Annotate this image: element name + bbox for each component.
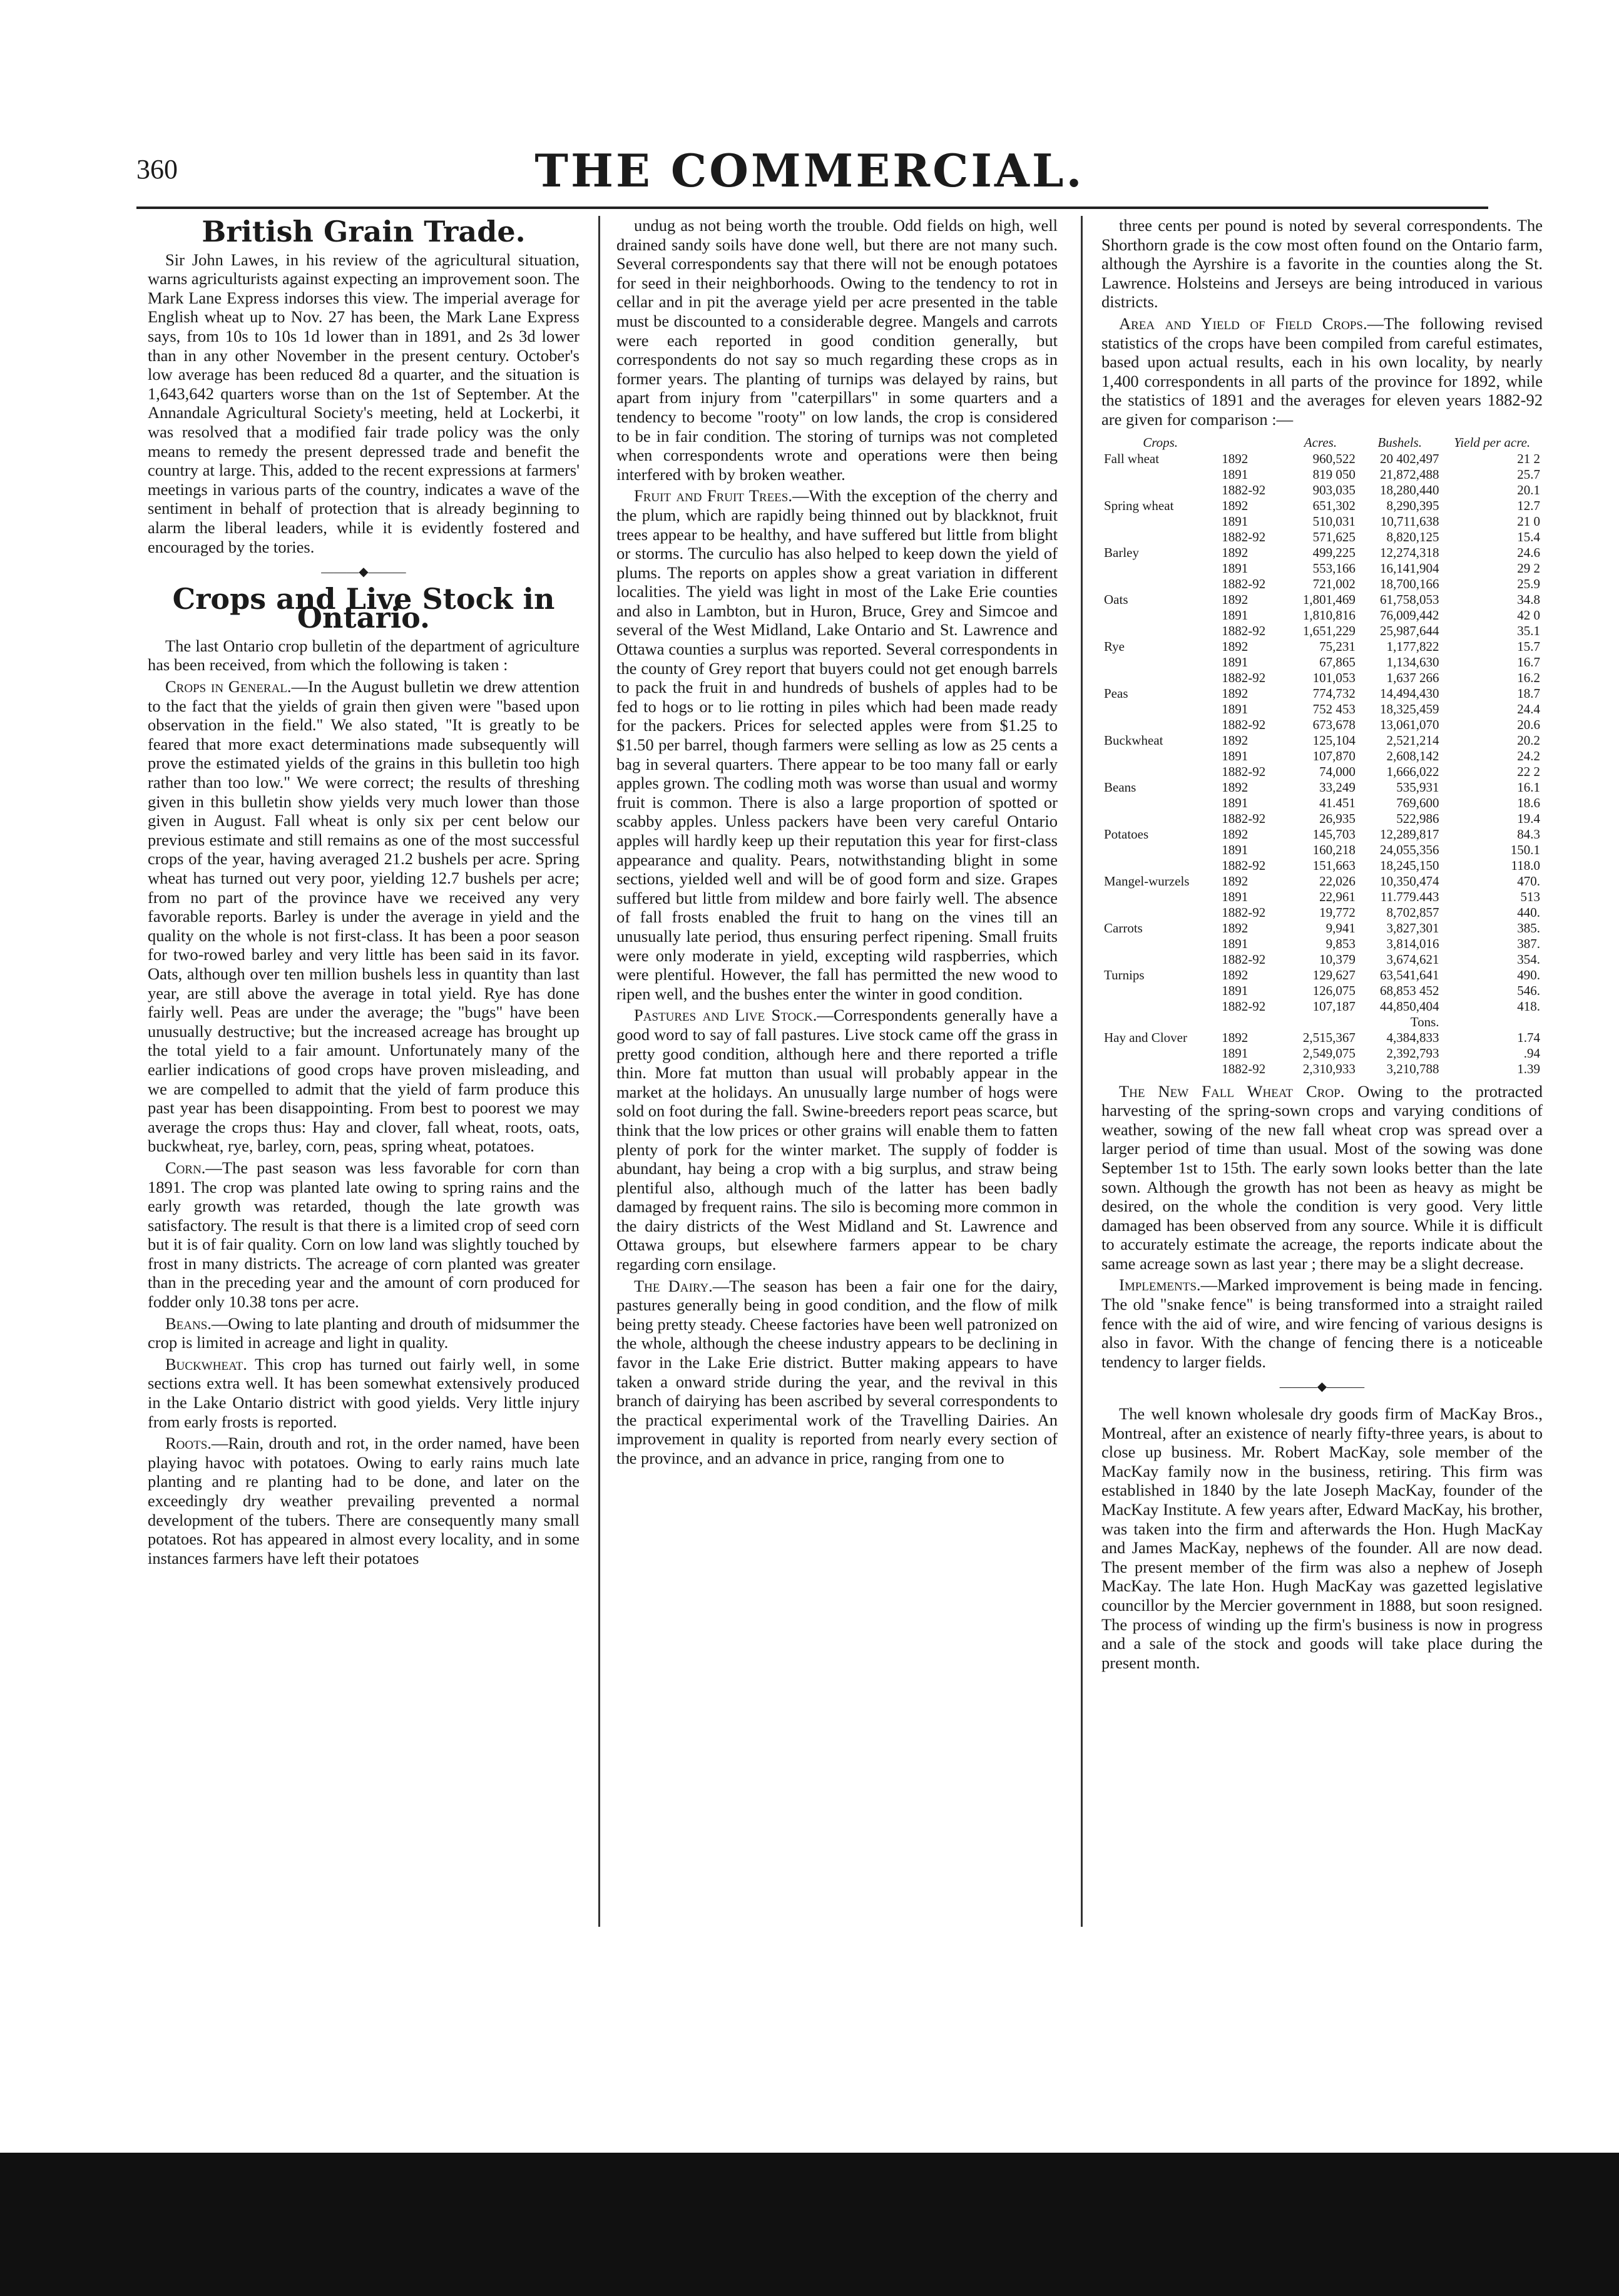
table-cell-year: 1892 (1222, 732, 1249, 748)
table-cell-yield: 513 (1520, 889, 1540, 904)
table-cell-yield: 16.2 (1517, 670, 1540, 685)
table-cell-acres: 33,249 (1319, 779, 1356, 795)
table-row (1101, 482, 1543, 498)
table-cell-bushels: 522,986 (1396, 810, 1439, 826)
table-cell-acres: 125,104 (1312, 732, 1356, 748)
table-row (1101, 889, 1543, 905)
table-cell-yield: 1.74 (1517, 1029, 1540, 1045)
table-cell-year: 1882-92 (1222, 529, 1266, 544)
table-cell-crop: Carrots (1104, 920, 1143, 936)
separator-ornament: ———◆——— (1279, 1380, 1365, 1394)
table-cell-yield: .94 (1523, 1045, 1540, 1061)
table-cell-yield: 490. (1517, 967, 1540, 982)
table-cell-yield: 19.4 (1517, 810, 1540, 826)
table-cell-acres: 774,732 (1312, 685, 1356, 701)
table-cell-acres: 107,870 (1312, 748, 1356, 763)
column-rule-2 (1081, 216, 1083, 1927)
paragraph-body: This crop has turned out fairly well, in some sections extra well. It has been somewhat extensively produced in the Lake Ontario district with good yields. Very little injury from early frosts is reported. (148, 1354, 580, 1431)
table-cell-yield: 21 0 (1517, 513, 1540, 529)
table-cell-yield: 25.9 (1517, 576, 1540, 591)
table-cell-acres: 75,231 (1319, 638, 1356, 654)
table-cell-yield: 440. (1517, 904, 1540, 920)
table-cell-acres: 651,302 (1312, 497, 1356, 513)
paragraph-lead: Implements. (1119, 1275, 1201, 1295)
table-cell-acres: 721,002 (1312, 576, 1356, 591)
column-3 (1101, 216, 1543, 1927)
table-cell-crop (1101, 623, 1219, 639)
table-cell-crop (1101, 1014, 1219, 1030)
table-row (1101, 983, 1543, 999)
table-cell-acres: 1,801,469 (1302, 591, 1356, 607)
table-cell-bushels: 769,600 (1396, 795, 1439, 810)
table-cell-bushels: 10,350,474 (1380, 873, 1439, 889)
table-cell-crop (1101, 467, 1219, 482)
page-number: 360 (136, 154, 178, 185)
table-cell-bushels: 1,637 266 (1386, 670, 1439, 685)
table-cell-year: 1892 (1222, 544, 1249, 560)
table-cell-year: 1882-92 (1222, 1061, 1266, 1076)
table-cell-acres: 74,000 (1319, 763, 1356, 779)
paragraph (616, 1277, 1058, 1468)
table-cell-crop (1101, 717, 1219, 733)
table-cell-crop: Hay and Clover (1104, 1029, 1187, 1045)
table-cell-bushels: 14,494,430 (1380, 685, 1439, 701)
table-cell-crop: Potatoes (1104, 826, 1149, 842)
table-cell-yield: 150.1 (1510, 842, 1540, 857)
table-row (1101, 999, 1543, 1014)
table-cell-year: 1891 (1222, 982, 1249, 998)
table-cell-year: 1882-92 (1222, 810, 1266, 826)
table-cell-yield: 15.7 (1517, 638, 1540, 654)
table-cell-bushels: 76,009,442 (1380, 607, 1439, 623)
table-cell-acres: 2,310,933 (1302, 1061, 1356, 1076)
table-header-row (1101, 434, 1543, 451)
table-cell-acres: 1,651,229 (1302, 623, 1356, 638)
table-cell-yield: 22 2 (1517, 763, 1540, 779)
table-cell-bushels: 1,666,022 (1386, 763, 1439, 779)
table-row (1101, 780, 1543, 795)
table-cell-year: 1891 (1222, 889, 1249, 904)
paragraph (1101, 1082, 1543, 1273)
table-cell-year: 1882-92 (1222, 904, 1266, 920)
table-cell-bushels: 2,521,214 (1386, 732, 1439, 748)
table-cell-crop: Oats (1104, 591, 1128, 607)
paragraph-body: —The season has been a fair one for the dairy, pastures generally being in good condition, and the flow of milk being pretty steady. Cheese factories have been well patronized on the whole, although the cheese industry appears to be declining in favor in the Lake Erie district. Butter making appears to have taken a onward stride during the year, and the revival in this branch of dairying has been ascribed by several correspondents to the practical experimental work of the Travelling Dairies. An improvement in quality is reported from nearly every section of the province, and an advance in price, ranging from one to (616, 1276, 1058, 1467)
table-cell-year (1219, 1014, 1283, 1030)
table-cell-crop (1101, 514, 1219, 529)
table-cell-bushels: 2,392,793 (1386, 1045, 1439, 1061)
table-row (1101, 639, 1543, 655)
table-row (1101, 874, 1543, 889)
separator-ornament: ———◆——— (321, 565, 406, 579)
table-row (1101, 655, 1543, 670)
table-cell-year: 1882-92 (1222, 998, 1266, 1014)
table-cell-yield: 418. (1517, 998, 1540, 1014)
table-cell-acres: 9,941 (1325, 920, 1356, 936)
table-cell-crop: Buckwheat (1104, 732, 1163, 748)
table-cell-crop (1101, 952, 1219, 967)
table-cell-bushels: 11.779.443 (1380, 889, 1439, 904)
paragraph (148, 1355, 580, 1431)
table-cell-acres: 9,853 (1325, 936, 1356, 951)
paragraph-lead: Crops in General. (165, 677, 292, 696)
table-cell-acres: 107,187 (1312, 998, 1356, 1014)
table-cell-bushels: 25,987,644 (1380, 623, 1439, 638)
table-cell-acres: 960,522 (1312, 451, 1356, 466)
paragraph: Sir John Lawes, in his review of the agricultural situation, warns agriculturists against expecting an improvement soon. The Mark Lane Express indorses this view. The imperial average for English wheat up to Nov. 27 has been, the Mark Lane Express says, from 10s to 10s 1d lower than in 1891, and 2s 3d lower than in any other November in the present century. October's low average has been reduced 8d a quarter, and the situation is 1,643,642 quarters worse than on the 1st of September. At the Annandale Agricultural Society's meeting, held at Lockerbi, it was resolved that a modified fair trade policy was the only means to remedy the present depressed trade and benefit the country at large. This, added to the recent expressions at farmers' meetings in various parts of the country, indicates a wave of the sentiment in behalf of protection that is already beginning to alarm the liberal leaders, while it is evidently fostered and encouraged by the tories. (148, 250, 580, 556)
table-row (1101, 498, 1543, 514)
table-cell-bushels: 44,850,404 (1380, 998, 1439, 1014)
column-rule-1 (598, 216, 600, 1927)
table-cell-bushels: 10,711,638 (1380, 513, 1439, 529)
table-cell-bushels: 24,055,356 (1380, 842, 1439, 857)
table-cell-crop (1101, 999, 1219, 1014)
table-cell-yield: 546. (1517, 982, 1540, 998)
table-cell-acres: 2,549,075 (1302, 1045, 1356, 1061)
table-cell-yield: 16.7 (1517, 654, 1540, 670)
table-cell-acres (1283, 1014, 1358, 1030)
table-cell-yield: 387. (1517, 936, 1540, 951)
table-row (1101, 842, 1543, 858)
table-row (1101, 592, 1543, 608)
table-cell-acres: 1,810,816 (1302, 607, 1356, 623)
table-cell-yield: 29 2 (1517, 560, 1540, 576)
table-cell-crop (1101, 889, 1219, 905)
table-cell-yield: 42 0 (1517, 607, 1540, 623)
table-cell-yield: 20.1 (1517, 482, 1540, 497)
table-cell-acres: 510,031 (1312, 513, 1356, 529)
table-cell-yield: 21 2 (1517, 451, 1540, 466)
table-row (1101, 748, 1543, 764)
paragraph (148, 1314, 580, 1352)
paragraph-lead: Area and Yield of Field Crops. (1119, 314, 1367, 333)
table-cell-year: 1892 (1222, 451, 1249, 466)
table-cell-year: 1891 (1222, 466, 1249, 482)
column-header: Bushels. (1377, 434, 1422, 450)
table-cell-acres: 499,225 (1312, 544, 1356, 560)
table-cell-acres: 10,379 (1319, 951, 1356, 967)
table-cell-yield: 385. (1517, 920, 1540, 936)
paragraph-lead: Fruit and Fruit Trees. (634, 486, 792, 506)
table-cell-bushels: 3,814,016 (1386, 936, 1439, 951)
table-cell-crop (1101, 764, 1219, 780)
table-row (1101, 545, 1543, 561)
table-cell-acres: 22,961 (1319, 889, 1356, 904)
table-cell-yield: 84.3 (1517, 826, 1540, 842)
paragraph-lead: The New Fall Wheat Crop. (1119, 1081, 1345, 1101)
table-cell-acres: 129,627 (1312, 967, 1356, 982)
masthead: THE COMMERCIAL. (534, 144, 1085, 197)
table-row (1101, 702, 1543, 717)
paragraph-body: —The past season was less favorable for corn than 1891. The crop was planted late owing to spring rains and the early growth was retarded, though the late growth was satisfactory. The result is that there is a limited crop of seed corn but it is of fair quality. Corn on low land was slightly touched by frost in many districts. The acreage of corn planted was greater than in the preceding year and the amount of corn produced for fodder only 10.38 tons per acre. (148, 1158, 580, 1312)
table-cell-year: 1892 (1222, 497, 1249, 513)
table-cell-yield: 35.1 (1517, 623, 1540, 638)
table-cell-yield: 20.2 (1517, 732, 1540, 748)
table-cell-acres: 67,865 (1319, 654, 1356, 670)
header-rule (136, 207, 1488, 209)
article-title-crops-ontario: Crops and Live Stock in Ontario. (172, 581, 555, 635)
table-cell-acres: 26,935 (1319, 810, 1356, 826)
table-cell-yield: 12.7 (1517, 497, 1540, 513)
paragraph (1101, 1275, 1543, 1371)
table-row (1101, 561, 1543, 576)
table-cell-bushels: 1,177,822 (1386, 638, 1439, 654)
table-row (1101, 1014, 1543, 1030)
table-cell-year: 1892 (1222, 638, 1249, 654)
paragraph (616, 486, 1058, 1003)
table-cell-crop (1101, 795, 1219, 811)
table-cell-yield: 18.7 (1517, 685, 1540, 701)
table-row (1101, 686, 1543, 702)
table-body (1101, 451, 1543, 1077)
paragraph (148, 677, 580, 1156)
paragraph-lead: Corn. (165, 1158, 206, 1177)
table-cell-crop: Spring wheat (1104, 497, 1174, 513)
table-cell-bushels: 18,700,166 (1380, 576, 1439, 591)
table-row (1101, 717, 1543, 733)
table-cell-year: 1892 (1222, 826, 1249, 842)
table-row (1101, 451, 1543, 467)
table-row (1101, 670, 1543, 686)
table-cell-yield: 118.0 (1511, 857, 1540, 873)
table-cell-bushels: 16,141,904 (1380, 560, 1439, 576)
table-cell-crop: Barley (1104, 544, 1139, 560)
table-cell-crop: Turnips (1104, 967, 1145, 982)
table-cell-crop (1101, 670, 1219, 686)
table-cell-crop (1101, 702, 1219, 717)
crop-statistics-table (1101, 434, 1543, 1077)
table-cell-crop: Beans (1104, 779, 1136, 795)
table-cell-year: 1892 (1222, 967, 1249, 982)
table-row (1101, 967, 1543, 983)
column-header: Acres. (1304, 434, 1337, 450)
table-cell-bushels: 4,384,833 (1386, 1029, 1439, 1045)
table-cell-year: 1891 (1222, 842, 1249, 857)
table-cell-crop (1101, 1061, 1219, 1077)
table-cell-year: 1882-92 (1222, 482, 1266, 497)
paragraph (616, 1006, 1058, 1273)
table-cell-year: 1892 (1222, 685, 1249, 701)
table-row (1101, 1061, 1543, 1077)
table-cell-acres: 673,678 (1312, 717, 1356, 732)
table-cell-crop (1101, 561, 1219, 576)
paragraph-body: —With the exception of the cherry and the plum, which are rapidly being thinned out by blackknot, fruit trees appear to be healthy, and have suffered but little from blight or storms. The curculio has also helped to keep down the yield of plums. The reports on apples show a great variation in different localities. The yield was light in most of the Lake Erie counties and also in Lambton, but in Huron, Bruce, Grey and Simcoe and several of the West Midland, Lake Ontario and St. Lawrence and Ottawa counties a surplus was reported. Several correspondents in the county of Grey report that buyers could not get enough barrels to pack the fruit in and hundreds of bushels of apples had to be fed to hogs or to lie rotting in piles which had been made ready for the packers. Prices for selected apples were from $1.25 to $1.50 per barrel, though farmers were selling as low as 25 cents a bag in several quarters. There appear to be too many fall or early apples grown. The codling moth was worse than usual and wormy fruit is common. There is also a large proportion of spotted or scabby apples. Unless packers have been very careful Ontario apples will hardly keep up their reputation this year for first-class appearance and quality. Pears, notwithstanding blight in some sections, yielded well and will be of good form and size. Grapes suffered but little from mildew and bore fairly well. The absence of fall frosts enabled the fruit to hang on the vines till an unusually late period, thus ensuring perfect ripening. Small fruits were only moderate in yield, excepting wild raspberries, which were plentiful. However, the fall has permitted the new wood to ripen well, and the bushes enter the winter in good condition. (616, 486, 1058, 1003)
table-row (1101, 467, 1543, 482)
paragraph-lead: The Dairy. (634, 1276, 713, 1295)
table-cell-bushels: 12,274,318 (1380, 544, 1439, 560)
table-cell-yield: 24.6 (1517, 544, 1540, 560)
table-row (1101, 733, 1543, 748)
table-cell-bushels: 68,853 452 (1380, 982, 1439, 998)
table-row (1101, 764, 1543, 780)
table-cell-acres: 752 453 (1312, 701, 1356, 717)
table-cell-year: 1891 (1222, 560, 1249, 576)
table-cell-crop (1101, 983, 1219, 999)
paragraph-body: —Rain, drouth and rot, in the order named, have been playing havoc with potatoes. Owing to early rains much late planting and re planting had to be done, and later on the exceedingly dry weather prevailing prevented a normal development of the tubers. There are consequently many small potatoes. Rot has appeared in almost every locality, and in some instances farmers have left their potatoes (148, 1434, 580, 1568)
table-cell-bushels: 18,280,440 (1380, 482, 1439, 497)
column-2 (616, 216, 1058, 1927)
table-row (1101, 921, 1543, 936)
table-row (1101, 1046, 1543, 1061)
table-cell-yield: 24.4 (1517, 701, 1540, 717)
paragraph-lead: Pastures and Live Stock. (634, 1006, 817, 1025)
table-cell-year: 1892 (1222, 779, 1249, 795)
paragraph: undug as not being worth the trouble. Odd fields on high, well drained sandy soils have done well, but there are not many such. Several correspondents say that there will not be enough potatoes for seed in their neighborhoods. Owing to the tendency to rot in cellar and in pit the average yield per acre presented in the table must be discounted to a considerable degree. Mangels and carrots were each reported in good condition generally, but correspondents do not say so much regarding these crops as in former years. The planting of turnips was delayed by rains, but apart from injury from "caterpillars" in some quarters and a tendency to become "rooty" on low lands, the crop is considered to be in fair condition. The storing of turnips was not completed when correspondents wrote and operations were then being interfered with by broken weather. (616, 216, 1058, 484)
table-row (1101, 795, 1543, 811)
table-cell-bushels: Tons. (1410, 1014, 1439, 1029)
table-cell-bushels: 3,827,301 (1386, 920, 1439, 936)
table-cell-year: 1882-92 (1222, 951, 1266, 967)
table-cell-bushels: 8,820,125 (1386, 529, 1439, 544)
table-cell-yield: 18.6 (1517, 795, 1540, 810)
table-cell-yield: 354. (1517, 951, 1540, 967)
table-cell-year: 1891 (1222, 654, 1249, 670)
paragraph-body: —Marked improvement is being made in fencing. The old "snake fence" is being transformed into a straight railed fence with the aid of wire, and wire fencing of various designs is also in favor. With the change of fencing there is a noticeable tendency to larger fields. (1101, 1275, 1543, 1371)
table-cell-acres: 126,075 (1312, 982, 1356, 998)
table-row (1101, 608, 1543, 623)
table-row (1101, 529, 1543, 545)
table-cell-acres: 160,218 (1312, 842, 1356, 857)
table-cell-crop (1101, 842, 1219, 858)
table-cell-year: 1882-92 (1222, 857, 1266, 873)
table-row (1101, 936, 1543, 952)
column-header (1219, 434, 1283, 451)
paragraph-body: —Owing to late planting and drouth of midsummer the crop is limited in acreage and light in quality. (148, 1314, 580, 1352)
table-cell-crop (1101, 482, 1219, 498)
table-cell-crop: Rye (1104, 638, 1125, 654)
table-cell-crop: Peas (1104, 685, 1128, 701)
table-cell-crop (1101, 608, 1219, 623)
table-cell-acres: 101,053 (1312, 670, 1356, 685)
table-cell-crop (1101, 858, 1219, 874)
table-cell-year: 1891 (1222, 1045, 1249, 1061)
table-cell-year: 1882-92 (1222, 763, 1266, 779)
table-cell-crop (1101, 748, 1219, 764)
table-row (1101, 1030, 1543, 1046)
table-cell-crop (1101, 529, 1219, 545)
table-cell-bushels: 63,541,641 (1380, 967, 1439, 982)
paragraph: three cents per pound is noted by several correspondents. The Shorthorn grade is the cow most often found on the Ontario farm, although the Ayrshire is a favorite in the counties along the St. Lawrence. Holsteins and Jerseys are being introduced in various districts. (1101, 216, 1543, 312)
table-cell-yield: 1.39 (1517, 1061, 1540, 1076)
paragraph: The last Ontario crop bulletin of the department of agriculture has been received, from which the following is taken : (148, 636, 580, 675)
table-cell-year: 1882-92 (1222, 717, 1266, 732)
table-cell-crop (1101, 811, 1219, 827)
table-cell-bushels: 13,061,070 (1380, 717, 1439, 732)
scan-bottom-margin (0, 2153, 1619, 2296)
table-row (1101, 811, 1543, 827)
table-cell-year: 1891 (1222, 607, 1249, 623)
table-cell-bushels: 1,134,630 (1386, 654, 1439, 670)
paragraph (1101, 314, 1543, 429)
table-row (1101, 905, 1543, 921)
table-cell-crop (1101, 905, 1219, 921)
table-cell-year: 1892 (1222, 1029, 1249, 1045)
table-cell-year: 1891 (1222, 748, 1249, 763)
table-cell-bushels: 21,872,488 (1380, 466, 1439, 482)
table-cell-acres: 571,625 (1312, 529, 1356, 544)
table-cell-yield: 34.8 (1517, 591, 1540, 607)
table-cell-bushels: 2,608,142 (1386, 748, 1439, 763)
paragraph-lead: Buckwheat. (165, 1354, 247, 1374)
table-cell-year: 1882-92 (1222, 623, 1266, 638)
table-cell-year: 1891 (1222, 936, 1249, 951)
column-1 (148, 216, 580, 1927)
table-cell-bushels: 3,674,621 (1386, 951, 1439, 967)
column-header: Yield per acre. (1454, 434, 1531, 450)
table-cell-yield: 16.1 (1517, 779, 1540, 795)
paragraph (148, 1158, 580, 1312)
paragraph-body: —The following revised statistics of the crops have been compiled from careful estimates, based upon actual results, each in his own locality, by nearly 1,400 correspondents in all parts of the province for 1892, while the statistics of 1891 and the averages for eleven years 1882-92 are given for comparison :— (1101, 314, 1543, 429)
paragraph: The well known wholesale dry goods firm of MacKay Bros., Montreal, after an existence of nearly fifty-three years, is about to close up business. Mr. Robert MacKay, sole member of the MacKay family now in the business, retiring. This firm was established in 1840 by the late Joseph MacKay, founder of the MacKay Institute. A few years after, Edward MacKay, his brother, was taken into the firm and afterwards the Hon. Hugh MacKay and James MacKay, nephews of the founder. All are now dead. The present member of the firm was also a nephew of Joseph MacKay. The late Hon. Hugh MacKay was gazetted legislative councillor by the Mercier government in 1888, but soon resigned. The process of winding up the firm's business is now in progress and a sale of the stock and goods will take place during the present month. (1101, 1404, 1543, 1672)
table-cell-crop (1101, 576, 1219, 592)
table-cell-bushels: 535,931 (1396, 779, 1439, 795)
table-row (1101, 623, 1543, 639)
table-cell-yield: 25.7 (1517, 466, 1540, 482)
paragraph-lead: Beans. (165, 1314, 212, 1333)
table-cell-bushels: 12,289,817 (1380, 826, 1439, 842)
table-cell-crop (1101, 936, 1219, 952)
paragraph-body: —In the August bulletin we drew attention to the fact that the yields of grain then given were "based upon observation in the field." We also stated, "It is greatly to be feared that more exact determinations made subsequently will prove the estimated yields of the grains in this bulletin too high rather than too low." We were correct; the results of threshing given in this bulletin show yields very much lower than those given in August. Fall wheat is only six per cent below our previous estimate and still remains as one of the most successful crops of the year, having averaged 21.2 bushels per acre. Spring wheat has turned out very poor, yielding 12.7 bushels per acre; from no part of the province have we received any very favorable reports. Barley is under the average in yield and the quality on the whole is not first-class. It has been a poor season for two-rowed barley and very little has been said in its favor. Oats, although over ten million bushels less in quantity than last year, are still above the average in total yield. Rye has done fairly well. Peas are under the average; the "bugs" have been unusually destructive; but the increased acreage has brought up the total yield to a fair amount. Unfortunately many of the earlier indications of good crops have proven misleading, and we are compelled to admit that the yield of farm produce this past year has been disappointing. From best to poorest we may average the crops thus: Hay and clover, fall wheat, roots, oats, buckwheat, rye, barley, corn, peas, spring wheat, potatoes. (148, 677, 580, 1156)
table-cell-acres: 41.451 (1319, 795, 1356, 810)
table-row (1101, 514, 1543, 529)
table-cell-year: 1882-92 (1222, 576, 1266, 591)
table-cell-bushels: 18,245,150 (1380, 857, 1439, 873)
table-cell-crop: Mangel-wurzels (1104, 873, 1190, 889)
paragraph-body: —Correspondents generally have a good word to say of fall pastures. Live stock came off the grass in pretty good condition, although here and there reported a trifle thin. More fat mutton than usual will probably appear in the market at the holidays. An unusually large number of hogs were sold on foot during the fall. Swine-breeders report peas scarce, but think that the low prices or other grains will enable them to fatten plenty of pork for the winter market. The supply of fodder is abundant, hay being a crop with a big surplus, and straw being plentiful also, although much of the latter has been badly damaged by frequent rains. The silo is becoming more common in the dairy districts of the West Midland and St. Lawrence and Ottawa groups, but elsewhere farmers appear to be chary regarding corn ensilage. (616, 1006, 1058, 1274)
table-cell-bushels: 8,702,857 (1386, 904, 1439, 920)
table-cell-bushels: 8,290,395 (1386, 497, 1439, 513)
table-cell-bushels: 3,210,788 (1386, 1061, 1439, 1076)
column-header: Crops. (1143, 434, 1178, 450)
table-cell-bushels: 20 402,497 (1380, 451, 1439, 466)
table-cell-year: 1892 (1222, 591, 1249, 607)
table-row (1101, 827, 1543, 842)
table-row (1101, 952, 1543, 967)
table-cell-yield: 15.4 (1517, 529, 1540, 544)
table-cell-yield: 20.6 (1517, 717, 1540, 732)
table-cell-acres: 2,515,367 (1302, 1029, 1356, 1045)
table-cell-acres: 819 050 (1312, 466, 1356, 482)
paragraph-lead: Roots. (165, 1434, 212, 1453)
table-cell-year: 1892 (1222, 920, 1249, 936)
table-cell-yield: 470. (1517, 873, 1540, 889)
table-cell-year: 1892 (1222, 873, 1249, 889)
table-cell-year: 1891 (1222, 795, 1249, 810)
table-cell-bushels: 18,325,459 (1380, 701, 1439, 717)
table-cell-acres: 22,026 (1319, 873, 1356, 889)
table-cell-acres: 151,663 (1312, 857, 1356, 873)
table-row (1101, 576, 1543, 592)
table-cell-crop (1101, 1046, 1219, 1061)
paragraph (148, 1434, 580, 1568)
table-cell-crop: Fall wheat (1104, 451, 1160, 466)
article-title-british-grain-trade: British Grain Trade. (202, 216, 526, 248)
table-cell-acres: 903,035 (1312, 482, 1356, 497)
table-cell-acres: 145,703 (1312, 826, 1356, 842)
table-cell-yield (1442, 1014, 1543, 1030)
table-row (1101, 858, 1543, 874)
paragraph-body: Owing to the protracted harvesting of the spring-sown crops and varying conditions of weather, sowing of the new fall wheat crop was spread over a larger period of time than usual. Most of the sowing was done September 1st to 15th. The early sown looks better than the late sown. Although the growth has not been as heavy as might be desired, on the whole the condition is very good. Very little damaged has been observed from any source. While it is difficult to accurately estimate the acreage, the reports indicate about the same acreage sown as last year ; there may be a slight decrease. (1101, 1081, 1543, 1273)
table-cell-crop (1101, 655, 1219, 670)
table-cell-acres: 19,772 (1319, 904, 1356, 920)
table-cell-acres: 553,166 (1312, 560, 1356, 576)
table-cell-year: 1891 (1222, 701, 1249, 717)
table-cell-year: 1882-92 (1222, 670, 1266, 685)
table-cell-bushels: 61,758,053 (1380, 591, 1439, 607)
table-cell-year: 1891 (1222, 513, 1249, 529)
table-cell-yield: 24.2 (1517, 748, 1540, 763)
